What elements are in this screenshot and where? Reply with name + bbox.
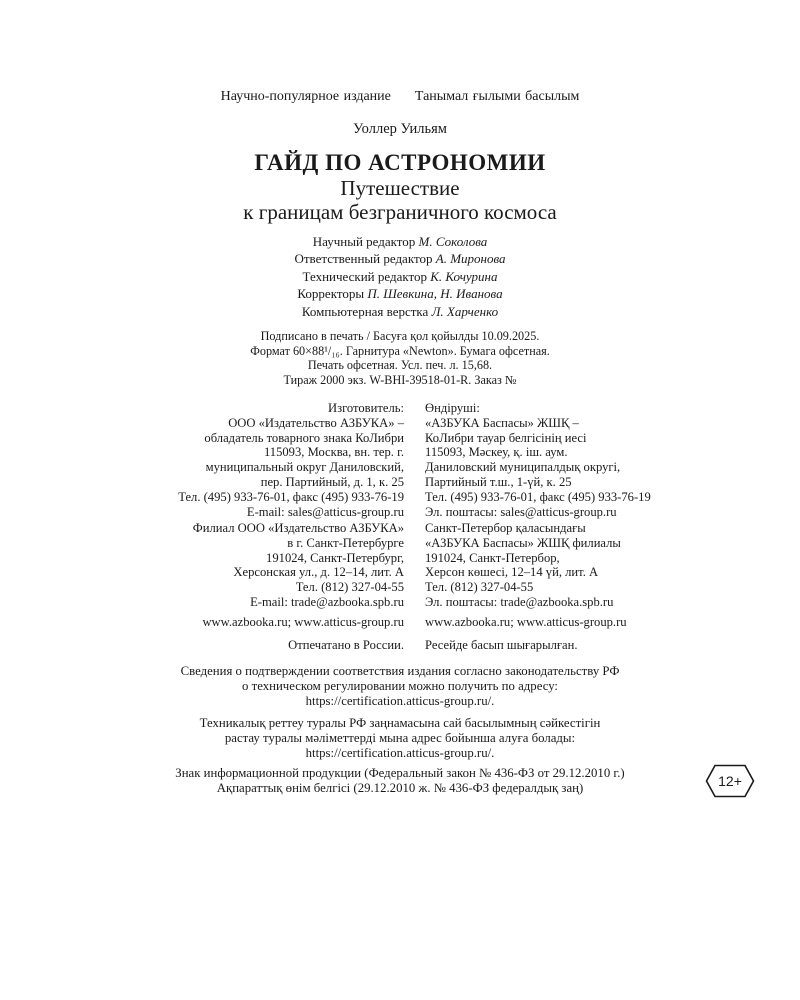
manufacturer-kz-line: Даниловский муниципалдық округі, xyxy=(425,460,621,475)
branch-kz-line: 191024, Санкт-Петербор, xyxy=(425,550,560,565)
age-rating-label: 12+ xyxy=(718,773,742,789)
book-title: ГАЙД ПО АСТРОНОМИИ xyxy=(254,150,546,175)
print-info-block xyxy=(0,329,800,387)
branch-ru-line: в г. Санкт-Петербурге xyxy=(287,535,404,550)
conformity-ru xyxy=(0,664,800,708)
editor-name: П. Шевкина, Н. Иванова xyxy=(367,286,503,302)
manufacturer-kz-line: Тел. (495) 933-76-01, факс (495) 933-76-19 xyxy=(425,489,651,504)
editor-line xyxy=(0,268,800,285)
manufacturer-ru-line: муниципальный округ Даниловский, xyxy=(205,460,404,475)
manufacturer-kz-line: «АЗБУКА Баспасы» ЖШҚ – xyxy=(425,415,579,430)
printed-in-kz: Ресейде басып шығарылған. xyxy=(425,638,578,652)
websites-ru: www.azbooka.ru; www.atticus-group.ru xyxy=(202,615,404,629)
manufacturer-ru-line: 115093, Москва, вн. тер. г. xyxy=(263,445,404,460)
series-ru: Научно-популярное издание xyxy=(220,89,391,104)
branch-ru-line: Тел. (812) 327-04-55 xyxy=(295,580,404,595)
editor-role: Компьютерная верстка xyxy=(301,303,429,319)
editor-line xyxy=(0,285,800,302)
product-sign-ru: Знак информационной продукции (Федеральный закон № 436-ФЗ от 29.12.2010 г.) xyxy=(175,766,625,780)
branch-kz-line: Херсон көшесі, 12–14 үй, лит. А xyxy=(425,565,599,580)
manufacturer-ru-line: пер. Партийный, д. 1, к. 25 xyxy=(260,474,404,489)
branch-kz-line: Санкт-Петербор қаласындағы xyxy=(425,521,586,535)
print-info-line: Печать офсетная. Усл. печ. л. 15,68. xyxy=(307,358,493,373)
manufacturer-kz-line: 115093, Мәскеу, қ. іш. аум. xyxy=(425,445,568,460)
branch-ru-line: 191024, Санкт-Петербург, xyxy=(266,550,404,565)
series-kz: Танымал ғылыми басылым xyxy=(414,89,580,104)
branch-ru-line: Херсонская ул., д. 12–14, лит. А xyxy=(233,565,404,580)
manufacturer-kz-line: КоЛибри тауар белгісінің иесі xyxy=(425,430,587,445)
branch-kz xyxy=(425,521,621,610)
print-info-line: Тираж 2000 экз. W-BHI-39518-01-R. Заказ № xyxy=(283,372,517,387)
manufacturer-ru-line: Тел. (495) 933-76-01, факс (495) 933-76-19 xyxy=(178,489,404,504)
editor-name: М. Соколова xyxy=(418,234,488,249)
manufacturer-ru xyxy=(178,401,404,519)
editor-line xyxy=(0,250,800,267)
editor-line xyxy=(0,233,800,250)
product-sign-kz: Ақпараттық өнім белгісі (29.12.2010 ж. № 436-ФЗ федералдық заң) xyxy=(216,781,584,795)
conformity-ru-line: https://certification.atticus-group.ru/. xyxy=(305,693,495,708)
branch-ru-line: Филиал ООО «Издательство АЗБУКА» xyxy=(192,521,404,535)
editor-name: Л. Харченко xyxy=(431,303,499,319)
editor-role: Научный редактор xyxy=(312,234,416,249)
conformity-kz xyxy=(0,716,800,760)
manufacturer-kz-line: Өндіруші: xyxy=(425,401,480,415)
manufacturer-kz-line: Партийный т.ш., 1-үй, к. 25 xyxy=(425,474,572,489)
series-line xyxy=(0,89,800,105)
branch-kz-line: «АЗБУКА Баспасы» ЖШҚ филиалы xyxy=(425,535,621,550)
manufacturer-ru-line: Изготовитель: xyxy=(328,401,404,415)
manufacturer-ru-line: ООО «Издательство АЗБУКА» – xyxy=(228,415,404,430)
editor-role: Ответственный редактор xyxy=(294,251,433,267)
conformity-kz-line: https://certification.atticus-group.ru/. xyxy=(305,745,495,760)
printed-in-ru: Отпечатано в России. xyxy=(288,638,404,652)
book-subtitle-line1: Путешествие xyxy=(340,176,460,200)
editor-name: А. Миронова xyxy=(435,251,506,267)
branch-kz-line: Эл. поштасы: trade@azbooka.spb.ru xyxy=(425,594,614,609)
conformity-ru-line: о техническом регулировании можно получить по адресу: xyxy=(242,678,558,693)
branch-ru xyxy=(193,521,404,610)
conformity-ru-line: Сведения о подтверждении соответствия издания согласно законодательству РФ xyxy=(180,664,620,678)
product-sign xyxy=(0,766,800,796)
manufacturer-kz xyxy=(425,401,651,519)
manufacturer-kz-line: Эл. поштасы: sales@atticus-group.ru xyxy=(425,504,617,519)
book-subtitle-line2: к границам безграничного космоса xyxy=(243,200,557,224)
age-rating-badge xyxy=(705,764,755,798)
conformity-kz-line: растау туралы мәліметтерді мына адрес бойынша алуға болады: xyxy=(224,730,576,745)
editor-role: Корректоры xyxy=(297,286,365,302)
editor-name: К. Кочурина xyxy=(430,268,498,284)
websites-kz: www.azbooka.ru; www.atticus-group.ru xyxy=(425,615,627,629)
manufacturer-ru-line: обладатель товарного знака КоЛибри xyxy=(204,430,404,445)
print-info-line: Подписано в печать / Басуға қол қойылды 10.09.2025. xyxy=(260,329,540,343)
editor-line xyxy=(0,303,800,320)
editors-block xyxy=(0,233,800,320)
editor-role: Технический редактор xyxy=(302,268,428,284)
author-name: Уоллер Уильям xyxy=(353,121,447,137)
manufacturer-ru-line: E-mail: sales@atticus-group.ru xyxy=(246,504,404,519)
branch-ru-line: E-mail: trade@azbooka.spb.ru xyxy=(250,594,404,609)
print-info-line: Формат 60×88¹/₁₆. Гарнитура «Newton». Бумага офсетная. xyxy=(250,343,550,358)
branch-kz-line: Тел. (812) 327-04-55 xyxy=(425,580,534,595)
conformity-kz-line: Техникалық реттеу туралы РФ заңнамасына сай басылымның сәйкестігін xyxy=(199,716,601,730)
